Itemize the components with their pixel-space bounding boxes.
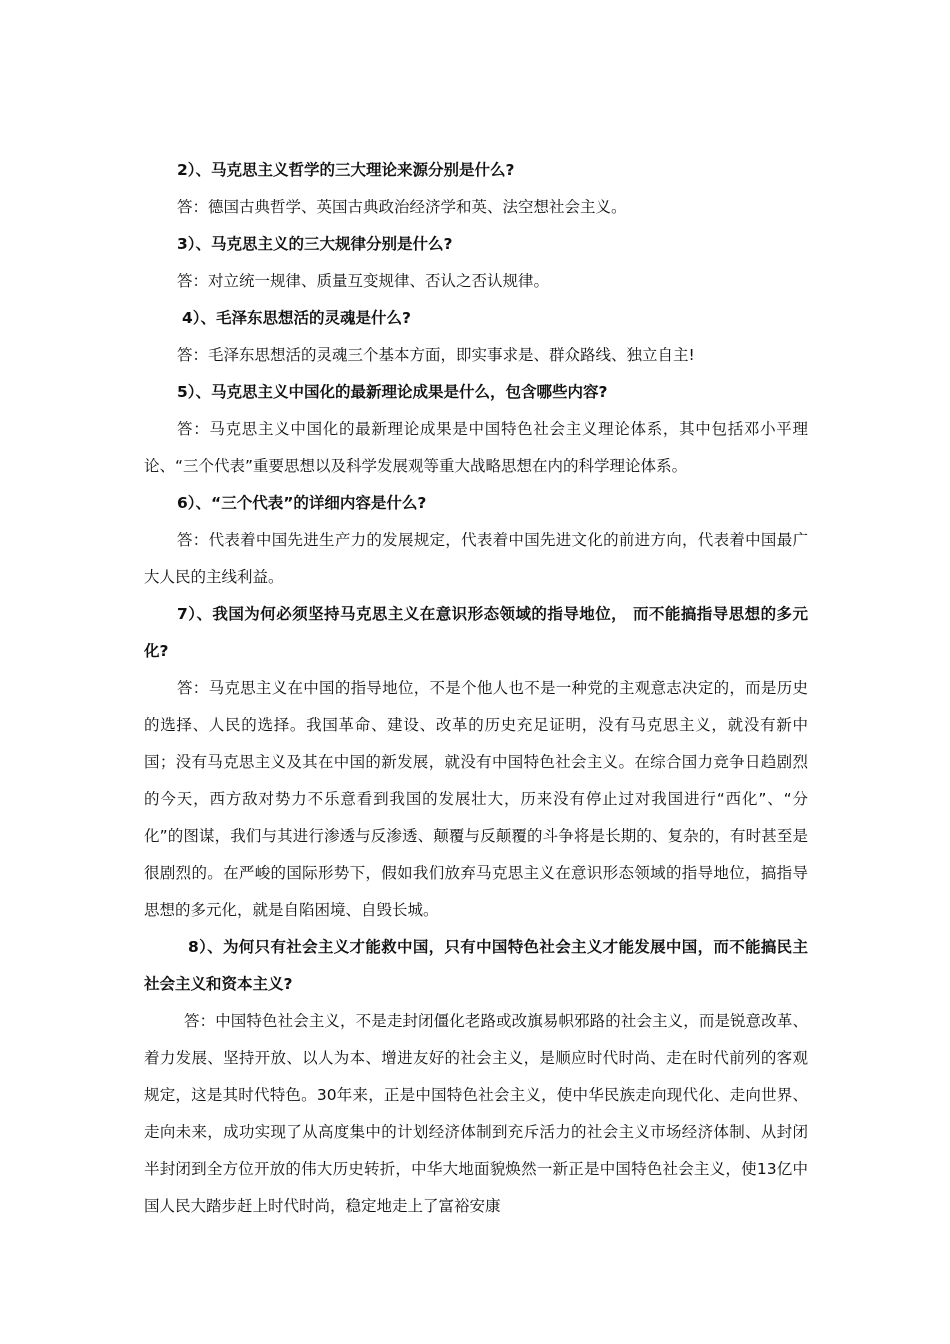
answer-7: 答：马克思主义在中国的指导地位，不是个他人也不是一种党的主观意志决定的，而是历史的选择、人民的选择。我国革命、建设、改革的历史充足证明，没有马克思主义，就没有新中国；没有马克思主义及其在中国的新发展，就没有中国特色社会主义。在综合国力竞争日趋剧烈的今天，西方敌对势力不乐意看到我国的发展壮大，历来没有停止过对我国进行“西化”、“分化”的图谋，我们与其进行渗透与反渗透、颠覆与反颠覆的斗争将是长期的、复杂的，有时甚至是很剧烈的。在严峻的国际形势下，假如我们放弃马克思主义在意识形态领域的指导地位，搞指导思想的多元化，就是自陷困境、自毁长城。 xyxy=(144,679,808,919)
question-7: 7）、我国为何必须坚持马克思主义在意识形态领域的指导地位， 而不能搞指导思想的多元化? xyxy=(144,605,808,660)
answer-5: 答：马克思主义中国化的最新理论成果是中国特色社会主义理论体系，其中包括邓小平理论、“三个代表”重要思想以及科学发展观等重大战略思想在内的科学理论体系。 xyxy=(144,420,808,475)
answer-2: 答：德国古典哲学、英国古典政治经济学和英、法空想社会主义。 xyxy=(177,198,627,216)
answer-4: 答：毛泽东思想活的灵魂三个基本方面，即实事求是、群众路线、独立自主! xyxy=(177,346,695,364)
answer-6: 答：代表着中国先进生产力的发展规定，代表着中国先进文化的前进方向，代表着中国最广大人民的主线利益。 xyxy=(144,531,808,586)
question-4: 4）、毛泽东思想活的灵魂是什么? xyxy=(182,309,412,327)
question-8: 8）、为何只有社会主义才能救中国，只有中国特色社会主义才能发展中国，而不能搞民主社会主义和资本主义? xyxy=(144,938,808,993)
question-5: 5）、马克思主义中国化的最新理论成果是什么，包含哪些内容? xyxy=(177,383,608,401)
answer-3: 答：对立统一规律、质量互变规律、否认之否认规律。 xyxy=(177,272,550,290)
question-6: 6）、“三个代表”的详细内容是什么? xyxy=(177,494,427,512)
question-2: 2）、马克思主义哲学的三大理论来源分别是什么? xyxy=(177,161,515,179)
question-3: 3）、马克思主义的三大规律分别是什么? xyxy=(177,235,453,253)
answer-8: 答：中国特色社会主义，不是走封闭僵化老路或改旗易帜邪路的社会主义，而是锐意改革、着力发展、坚持开放、以人为本、增进友好的社会主义，是顺应时代时尚、走在时代前列的客观规定，这是其时代特色。30年来，正是中国特色社会主义，使中华民族走向现代化、走向世界、走向未来，成功实现了从高度集中的计划经济体制到充斥活力的社会主义市场经济体制、从封闭半封闭到全方位开放的伟大历史转折，中华大地面貌焕然一新正是中国特色社会主义，使13亿中国人民大踏步赶上时代时尚，稳定地走上了富裕安康 xyxy=(144,1012,808,1215)
qa-list xyxy=(144,152,808,1225)
